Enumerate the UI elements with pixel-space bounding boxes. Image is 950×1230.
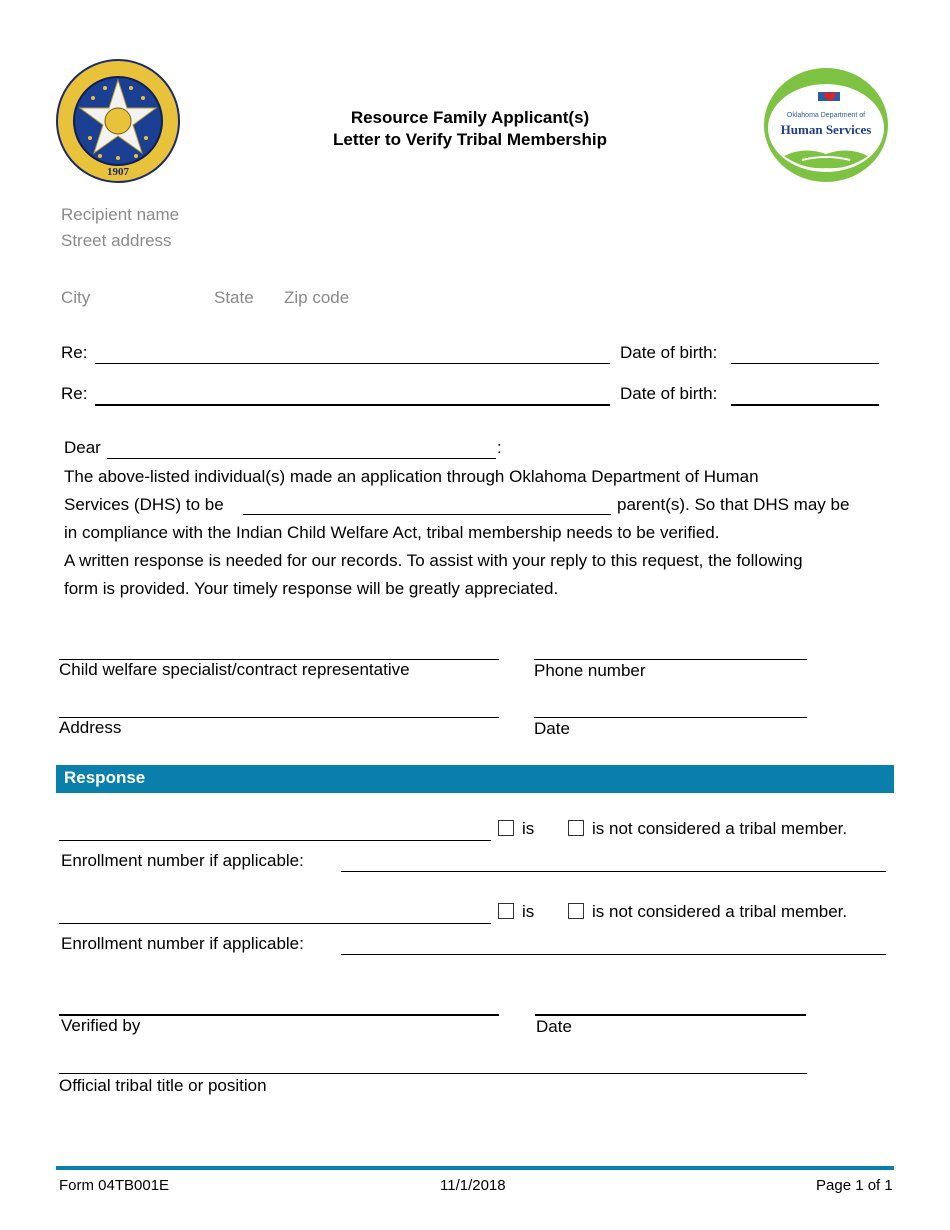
enrollment-number-line-2[interactable]	[341, 954, 886, 955]
checkbox-icon	[498, 903, 514, 919]
page-number: Page 1 of 1	[816, 1177, 893, 1194]
re-label-1: Re:	[61, 343, 88, 362]
dob-line-1[interactable]	[731, 363, 879, 364]
form-number: Form 04TB001E	[59, 1177, 170, 1194]
dob-label-1: Date of birth:	[620, 343, 718, 362]
paragraph-1-line-2a: Services (DHS) to be	[64, 495, 224, 514]
zip-code-field[interactable]: Zip code	[284, 288, 350, 307]
logo-line-2: Human Services	[780, 122, 872, 137]
address-label: Address	[59, 718, 122, 737]
dear-label: Dear	[64, 438, 101, 457]
paragraph-1-line-1: The above-listed individual(s) made an application through Oklahoma Department of Human	[64, 467, 759, 486]
paragraph-2-line-2: form is provided. Your timely response will be greatly appreciated.	[64, 579, 559, 598]
dob-label-2: Date of birth:	[620, 384, 718, 403]
logo-line-1: Oklahoma Department of	[786, 112, 866, 119]
re-name-line-1[interactable]	[95, 363, 610, 364]
date-label: Date	[534, 719, 570, 738]
dob-line-2[interactable]	[731, 404, 879, 406]
city-field[interactable]: City	[61, 288, 91, 307]
dhs-logo	[762, 66, 890, 184]
svg-text:1907: 1907	[107, 166, 129, 178]
state-field[interactable]: State	[214, 288, 254, 307]
checkbox-icon	[568, 903, 584, 919]
re-label-2: Re:	[61, 384, 88, 403]
enrollment-label-2: Enrollment number if applicable:	[61, 934, 304, 953]
checkbox-icon	[498, 820, 514, 836]
official-title-line[interactable]	[59, 1073, 807, 1074]
verified-date-line[interactable]	[535, 1014, 806, 1016]
date-signature-line[interactable]	[534, 717, 807, 718]
paragraph-2-line-1: A written response is needed for our records. To assist with your reply to this request, the following	[64, 551, 803, 570]
enrollment-label-1: Enrollment number if applicable:	[61, 851, 304, 870]
is-not-label-2: is not considered a tribal member.	[592, 902, 848, 921]
parent-type-line[interactable]	[243, 514, 611, 515]
re-name-line-2[interactable]	[95, 404, 610, 406]
is-label-1: is	[522, 819, 535, 838]
checkbox-icon	[568, 820, 584, 836]
member-name-line-2[interactable]	[59, 923, 491, 924]
is-member-checkbox-1[interactable]	[498, 819, 534, 839]
title-line-1: Resource Family Applicant(s)	[350, 108, 590, 127]
is-not-label-1: is not considered a tribal member.	[592, 819, 848, 838]
dear-name-line[interactable]	[107, 458, 496, 459]
street-address-field[interactable]: Street address	[61, 231, 172, 250]
paragraph-1-line-3: in compliance with the Indian Child Welfare Act, tribal membership needs to be verified.	[64, 523, 720, 542]
form-date: 11/1/2018	[440, 1177, 506, 1194]
paragraph-1-line-2b: parent(s). So that DHS may be	[617, 495, 850, 514]
phone-number-label: Phone number	[534, 661, 646, 680]
title-line-2: Letter to Verify Tribal Membership	[333, 130, 607, 149]
is-not-member-checkbox-1[interactable]	[568, 819, 847, 839]
specialist-label: Child welfare specialist/contract representative	[59, 660, 410, 679]
dear-colon: :	[497, 438, 502, 457]
response-heading: Response	[64, 768, 146, 787]
member-name-line-1[interactable]	[59, 840, 491, 841]
official-title-label: Official tribal title or position	[59, 1076, 267, 1095]
is-member-checkbox-2[interactable]	[498, 902, 534, 922]
verified-date-label: Date	[536, 1017, 572, 1036]
recipient-name-field[interactable]: Recipient name	[61, 205, 180, 224]
is-label-2: is	[522, 902, 535, 921]
is-not-member-checkbox-2[interactable]	[568, 902, 847, 922]
enrollment-number-line-1[interactable]	[341, 871, 886, 872]
footer-divider	[56, 1166, 894, 1170]
response-section-header	[56, 765, 894, 793]
phone-number-line[interactable]	[534, 659, 807, 660]
address-signature-line[interactable]	[59, 717, 499, 718]
verified-by-label: Verified by	[61, 1016, 141, 1035]
